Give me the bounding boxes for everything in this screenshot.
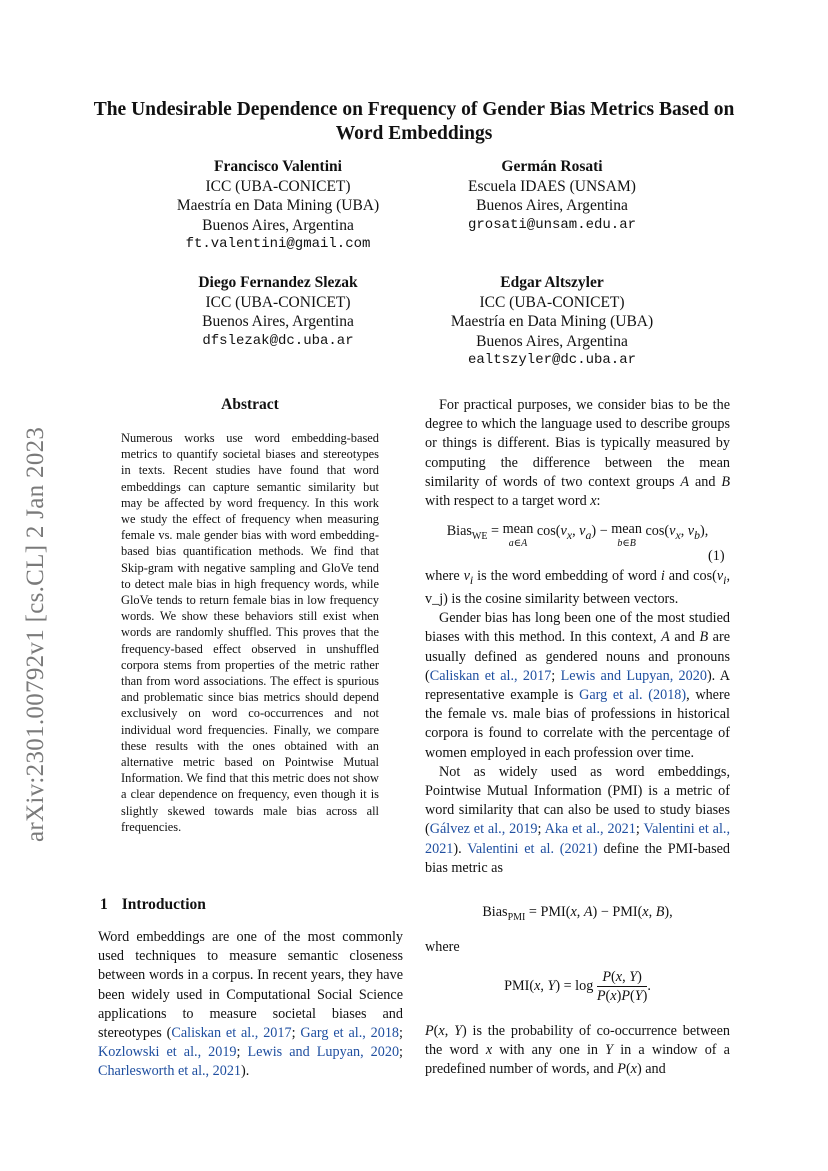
equation-2: Bias$_{PMI}$ = PMI(x, A) − PMI(x, B), bbox=[482, 904, 673, 923]
body-paragraph bbox=[425, 1022, 730, 1080]
author-block bbox=[128, 273, 428, 351]
author-affiliation: ICC (UBA-CONICET) bbox=[205, 293, 351, 311]
where-text: where bbox=[425, 939, 460, 955]
citation-link[interactable]: Kozlowski et al., 2019 bbox=[98, 1044, 237, 1061]
citation-link[interactable]: Lewis and Lupyan, 2020 bbox=[247, 1044, 400, 1061]
author-affiliation: ICC (UBA-CONICET) bbox=[479, 293, 625, 311]
abstract-text bbox=[121, 430, 379, 835]
body-paragraph bbox=[425, 396, 730, 511]
author-block bbox=[128, 157, 428, 255]
paragraph-probability: P(x, Y) is the probability of co-occurrence between the word x with any one in Y in a window of a predefined number of words, and P(x) and bbox=[425, 1023, 730, 1078]
citation-link[interactable]: Caliskan et al., 2017 bbox=[429, 667, 552, 684]
author-name: Edgar Altszyler bbox=[500, 274, 604, 291]
citation-link[interactable]: Lewis and Lupyan, 2020 bbox=[560, 667, 707, 684]
section-title: Introduction bbox=[121, 896, 206, 913]
author-location: Buenos Aires, Argentina bbox=[476, 197, 628, 214]
citation-link[interactable]: Garg et al. bbox=[579, 687, 643, 704]
paragraph-bias-definition: For practical purposes, we consider bias to be the degree to which the language used to describe groups or things is different. Bias is typically measured by computing the difference between the mean similarity of words of two context groups A and B with respect to a target word x: bbox=[425, 397, 730, 510]
author-location: Buenos Aires, Argentina bbox=[476, 332, 628, 350]
citation-link[interactable]: (2018) bbox=[648, 687, 687, 704]
author-email: grosati@unsam.edu.ar bbox=[467, 216, 637, 233]
author-name: Francisco Valentini bbox=[214, 158, 342, 175]
section-number: 1 bbox=[100, 896, 108, 913]
author-name: Germán Rosati bbox=[501, 158, 603, 175]
equation-1: Bias$_{WE}$ = mean a∈A $\cos(v_x$, $v_a$) − mean b∈B $\cos(v_x$, $v_b$), bbox=[446, 521, 709, 549]
paper-title: The Undesirable Dependence on Frequency of Gender Bias Metrics Based on Word Embeddings bbox=[93, 99, 735, 144]
paragraph-where: where $v_i$ is the word embedding of word i and $\cos(v_i$, v_j) is the cosine similarity between vectors. bbox=[425, 568, 730, 608]
author-email: dfslezak@dc.uba.ar bbox=[202, 332, 354, 349]
author-affiliation: Escuela IDAES (UNSAM) bbox=[468, 177, 636, 195]
abstract-heading: Abstract bbox=[221, 396, 279, 413]
citation-link[interactable]: Valentini et al. (2021) bbox=[467, 840, 598, 857]
citation-link[interactable]: Gálvez et al., 2019 bbox=[429, 821, 538, 838]
body-paragraph bbox=[425, 567, 730, 878]
author-affiliation: Maestría en Data Mining (UBA) bbox=[450, 313, 654, 330]
citation-link[interactable]: Charlesworth et al., 2021 bbox=[98, 1063, 242, 1080]
author-block bbox=[402, 157, 702, 235]
arxiv-stamp: arXiv:2301.00792v1 [cs.CL] 2 Jan 2023 bbox=[22, 426, 49, 842]
author-location: Buenos Aires, Argentina bbox=[202, 313, 354, 330]
section-heading bbox=[100, 896, 206, 914]
citation-link[interactable]: Caliskan et al., 2017 bbox=[171, 1025, 292, 1042]
author-email: ft.valentini@gmail.com bbox=[185, 236, 371, 252]
paragraph-gender-bias: Gender bias has long been one of the most studied biases with this method. In this context, A and B are usually defined as gendered nouns and pronouns (Caliskan et al., 2017; Lewis and Lupyan, 2020). A representative example is Garg et al. (2018), where the female vs. male bias of professions in historical corpora is found to correlate with the percentage of women employed in each profession over time. bbox=[425, 610, 730, 761]
author-affiliation: Maestría en Data Mining (UBA) bbox=[176, 197, 380, 214]
author-name: Diego Fernandez Slezak bbox=[198, 274, 358, 291]
author-affiliation: ICC (UBA-CONICET) bbox=[205, 177, 351, 195]
intro-paragraph: Word embeddings are one of the most commonly used techniques to measure semantic closeness between words in a corpus. In recent years, they have been widely used in Computational Social Science applications to measure societal biases and stereotypes (Caliskan et al., 2017; Garg et al., 2018; Kozlowski et al., 2019; Lewis and Lupyan, 2020; Charlesworth et al., 2021). bbox=[98, 929, 403, 1080]
paragraph-pmi: Not as widely used as word embeddings, Pointwise Mutual Information (PMI) is a metric of word similarity that can also be used to study biases (Gálvez et al., 2019; Aka et al., 2021; Valentini et al., 2021). Valentini et al. (2021) define the PMI-based bias metric as bbox=[425, 763, 731, 876]
abstract-paragraph: Numerous works use word embedding-based metrics to quantify societal biases and stereotypes in texts. Recent studies have found that word embeddings can capture semantic similarity but may be affected by word frequency. In this work we study the effect of frequency when measuring female vs. male gender bias with word embedding-based bias quantification methods. We find that Skip-gram with negative sampling and GloVe tend to detect male bias in high frequency words, while GloVe tends to return female bias in low frequency words. We show these behaviors still exist when words are randomly shuffled. This proves that the frequency-based effect observed in unshuffled corpora stems from properties of the metric rather than from word associations. The effect is spurious and problematic since bias metrics should depend exclusively on word co-occurrences and not individual word frequencies. Finally, we compare these results with the ones obtained with an alternative metric based on Pointwise Mutual Information. We find that this metric does not show a clear dependence on frequency, even though it is slightly skewed towards male bias across all frequencies. bbox=[121, 431, 379, 834]
citation-link[interactable]: Garg et al., 2018 bbox=[300, 1025, 400, 1042]
author-block bbox=[402, 273, 702, 371]
equation-3: PMI(x, Y) = log $\frac{P(x, Y)}{P(x)P(Y)}$ . bbox=[504, 969, 651, 1004]
citation-link[interactable]: Aka et al., 2021 bbox=[544, 821, 636, 838]
author-location: Buenos Aires, Argentina bbox=[202, 216, 354, 234]
author-email: ealtszyler@dc.uba.ar bbox=[467, 352, 637, 368]
equation-number: (1) bbox=[708, 548, 725, 564]
citation-link[interactable]: Valentini et al., 2021 bbox=[425, 821, 731, 857]
